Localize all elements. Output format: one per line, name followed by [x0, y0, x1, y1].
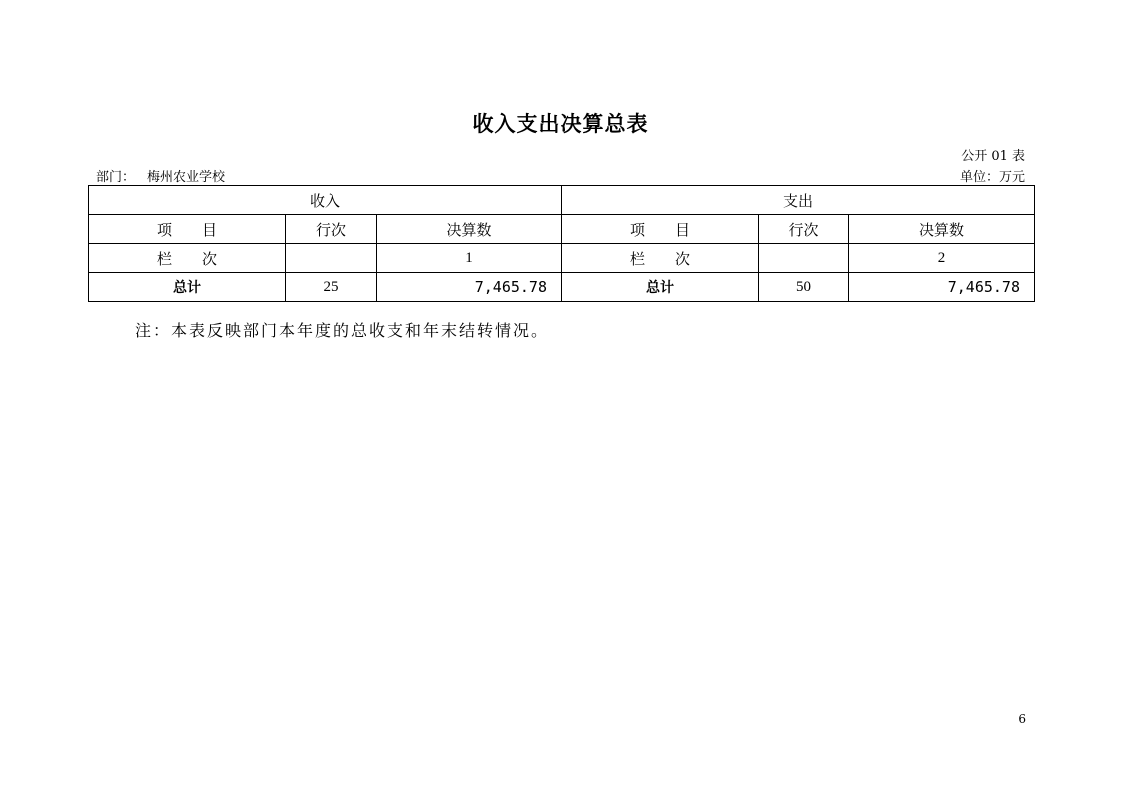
page-title: 收入支出决算总表	[472, 111, 649, 136]
expense-amount-header: 决算数	[849, 215, 1035, 244]
expense-total-amount: 7,465.78	[849, 273, 1035, 302]
page-number: 6	[1018, 712, 1026, 726]
income-total-label: 总计	[89, 273, 286, 302]
income-total-amount: 7,465.78	[377, 273, 562, 302]
income-column-index: 1	[377, 244, 562, 273]
table-column-row	[89, 215, 1035, 244]
department-name: 梅州农业学校	[147, 170, 226, 185]
income-amount-header: 决算数	[377, 215, 562, 244]
expense-total-row-no: 50	[759, 273, 849, 302]
expense-row-no-header: 行次	[759, 215, 849, 244]
table-note: 注：本表反映部门本年度的总收支和年末结转情况。	[135, 321, 550, 340]
expense-column-index: 2	[849, 244, 1035, 273]
form-code: 公开 01 表	[961, 149, 1025, 164]
department-label: 部门：	[96, 170, 136, 185]
expense-header: 支出	[562, 186, 1035, 215]
expense-total-label: 总计	[562, 273, 759, 302]
income-total-row-no: 25	[286, 273, 377, 302]
income-item-header: 项 目	[89, 215, 286, 244]
column-index-label: 栏 次	[562, 244, 759, 273]
summary-table	[88, 185, 1035, 302]
income-header: 收入	[89, 186, 562, 215]
empty-cell	[759, 244, 849, 273]
table-row	[89, 244, 1035, 273]
unit-label: 单位：万元	[959, 170, 1025, 185]
empty-cell	[286, 244, 377, 273]
table-header-row	[89, 186, 1035, 215]
expense-item-header: 项 目	[562, 215, 759, 244]
table-row	[89, 273, 1035, 302]
income-row-no-header: 行次	[286, 215, 377, 244]
department-line	[96, 166, 225, 185]
column-index-label: 栏 次	[89, 244, 286, 273]
